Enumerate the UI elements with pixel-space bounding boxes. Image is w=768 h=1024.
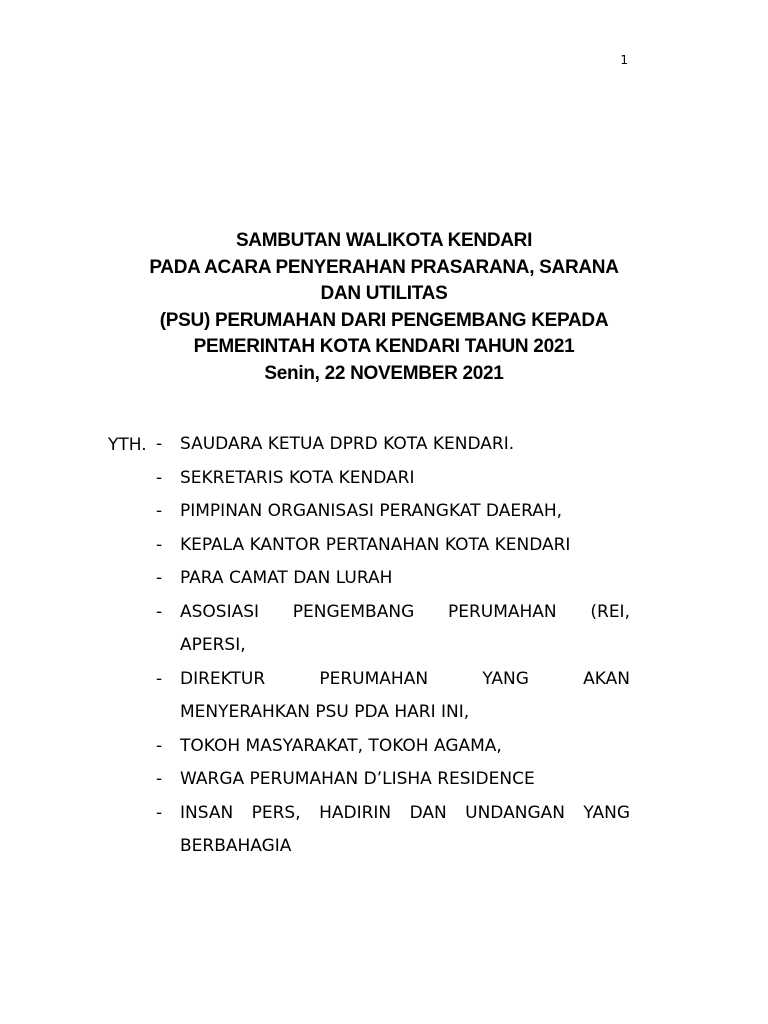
list-dash: -	[156, 568, 163, 588]
list-item	[156, 495, 630, 529]
list-item-text: PIMPINAN ORGANISASI PERANGKAT DAERAH,	[180, 501, 563, 521]
list-dash: -	[156, 735, 163, 756]
list-item-text: WARGA PERUMAHAN D’LISHA RESIDENCE	[180, 769, 535, 789]
list-item	[156, 663, 630, 730]
list-dash: -	[156, 467, 163, 488]
list-item-word: YANG	[482, 668, 529, 689]
page-number: 1	[620, 53, 628, 67]
list-item-word: PERS,	[251, 802, 301, 823]
list-item	[156, 462, 630, 496]
title-line: SAMBUTAN WALIKOTA KENDARI	[235, 230, 533, 251]
list-item	[156, 596, 630, 663]
list-dash: -	[156, 802, 163, 823]
title-line: PADA ACARA PENYERAHAN PRASARANA, SARANA	[149, 256, 619, 278]
list-item	[156, 529, 630, 563]
addressee-list	[156, 428, 630, 864]
list-item-word: INSAN	[180, 802, 234, 823]
title-line: (PSU) PERUMAHAN DARI PENGEMBANG KEPADA	[159, 309, 609, 331]
list-item-line: APERSI,	[180, 635, 246, 655]
list-item	[156, 428, 630, 462]
list-item-text: SAUDARA KETUA DPRD KOTA KENDARI.	[180, 434, 515, 454]
list-item-word: PERUMAHAN	[319, 668, 429, 689]
list-item-line	[180, 596, 630, 630]
list-item-word: YANG	[583, 802, 630, 823]
list-item-text: TOKOH MASYARAKAT, TOKOH AGAMA,	[180, 735, 502, 756]
list-dash: -	[156, 434, 163, 454]
list-dash: -	[156, 601, 163, 622]
list-dash: -	[156, 769, 163, 789]
list-item-word: PERUMAHAN	[447, 601, 557, 622]
list-item-line	[180, 797, 630, 831]
list-item-text: KEPALA KANTOR PERTANAHAN KOTA KENDARI	[180, 534, 571, 555]
list-item-line: BERBAHAGIA	[180, 836, 292, 856]
list-item-word: ASOSIASI	[180, 601, 260, 622]
list-item-word: AKAN	[583, 668, 630, 689]
addressee-prefix: YTH.	[108, 435, 147, 455]
speech-date: Senin, 22 NOVEMBER 2021	[264, 362, 504, 384]
list-item-line: MENYERAHKAN PSU PDA HARI INI,	[180, 702, 470, 722]
list-item-text	[180, 663, 630, 730]
title-line: DAN UTILITAS	[320, 283, 448, 304]
list-item-text: SEKRETARIS KOTA KENDARI	[180, 467, 415, 488]
list-dash: -	[156, 501, 163, 521]
list-item-word: DIREKTUR	[180, 668, 266, 689]
list-item-text	[180, 797, 630, 864]
list-item-word: UNDANGAN	[465, 802, 565, 823]
list-item-word: HADIRIN	[319, 802, 392, 823]
list-item	[156, 730, 630, 764]
list-dash: -	[156, 534, 163, 555]
list-dash: -	[156, 668, 163, 689]
list-item-word: (REI,	[590, 601, 630, 622]
list-item-word: DAN	[409, 802, 447, 823]
list-item	[156, 797, 630, 864]
list-item	[156, 763, 630, 797]
list-item-word: PENGEMBANG	[292, 601, 415, 622]
list-item	[156, 562, 630, 596]
list-item-text	[180, 596, 630, 663]
title-line: PEMERINTAH KOTA KENDARI TAHUN 2021	[193, 336, 575, 357]
list-item-text: PARA CAMAT DAN LURAH	[180, 568, 393, 588]
list-item-line	[180, 663, 630, 697]
speech-title	[0, 228, 768, 387]
